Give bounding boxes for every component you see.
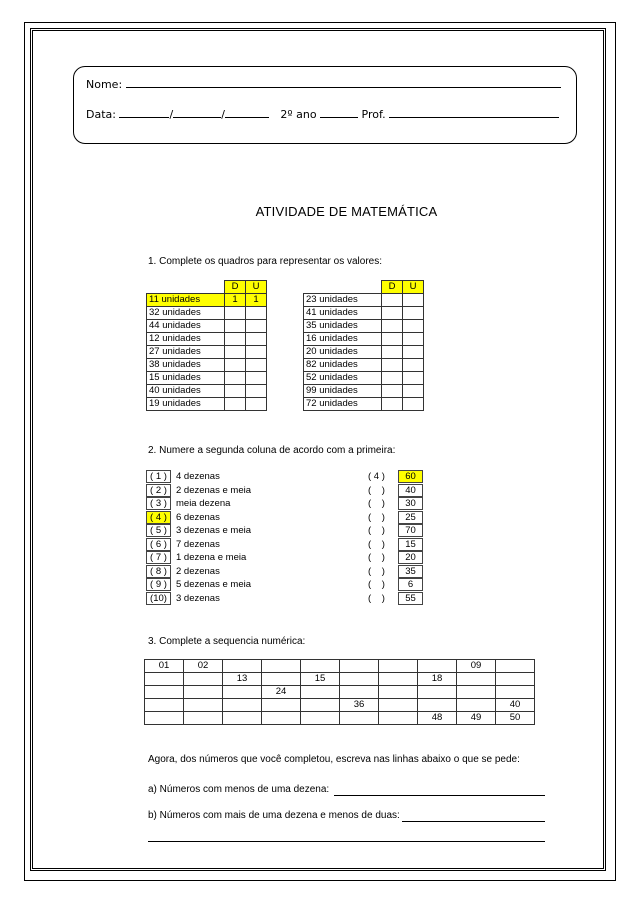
q3-cell: 48 bbox=[418, 712, 457, 725]
q2-left-number: ( 9 ) bbox=[146, 578, 171, 591]
q1-right-row bbox=[304, 385, 424, 398]
q2-right-paren[interactable]: ( ) bbox=[368, 498, 385, 509]
q2-right-paren[interactable]: ( ) bbox=[368, 484, 385, 496]
q1-left-row bbox=[147, 320, 267, 333]
q1-right-cell-u[interactable] bbox=[403, 372, 424, 385]
q3-cell: 24 bbox=[262, 686, 301, 699]
q1-right-cell-u[interactable] bbox=[403, 320, 424, 333]
q2-right-value: 30 bbox=[398, 497, 423, 510]
q3-row bbox=[145, 686, 535, 699]
q3-cell[interactable] bbox=[301, 712, 340, 725]
q1-left-cell-d[interactable] bbox=[225, 307, 246, 320]
q3-cell[interactable] bbox=[418, 686, 457, 699]
q2-left-item bbox=[146, 511, 220, 524]
q2-left-number: ( 8 ) bbox=[146, 565, 171, 578]
q3-cell[interactable] bbox=[457, 686, 496, 699]
q3-cell: 15 bbox=[301, 673, 340, 686]
q1-left-label: 38 unidades bbox=[147, 359, 225, 372]
page-title-wrap bbox=[0, 204, 638, 219]
q3-cell: 36 bbox=[340, 699, 379, 712]
q1-right-label: 35 unidades bbox=[304, 320, 382, 333]
q2-right-value: 35 bbox=[398, 565, 423, 578]
q1-left-label: 11 unidades bbox=[147, 294, 225, 307]
q2-left-text: 1 dezena e meia bbox=[176, 552, 247, 563]
q1-right-row bbox=[304, 333, 424, 346]
q1-left-cell-u[interactable] bbox=[246, 372, 267, 385]
grade-label: 2º ano bbox=[280, 108, 317, 121]
q3-cell[interactable] bbox=[340, 712, 379, 725]
q1-left-row bbox=[147, 372, 267, 385]
q1-right-cell-u[interactable] bbox=[403, 359, 424, 372]
q3-cell[interactable] bbox=[262, 712, 301, 725]
q3-cell[interactable] bbox=[418, 699, 457, 712]
q1-right-row bbox=[304, 359, 424, 372]
q3-cell[interactable] bbox=[496, 673, 535, 686]
q3-cell[interactable] bbox=[145, 673, 184, 686]
q4-answer-b-line[interactable] bbox=[402, 821, 545, 822]
q3-row bbox=[145, 699, 535, 712]
q1-right-cell-d[interactable] bbox=[382, 398, 403, 411]
q1-right-cell-u[interactable] bbox=[403, 346, 424, 359]
q1-right-row bbox=[304, 398, 424, 411]
q3-cell: 01 bbox=[145, 660, 184, 673]
date-year-field[interactable] bbox=[225, 107, 269, 118]
q1-prompt: 1. Complete os quadros para representar os valores: bbox=[148, 256, 383, 267]
q2-left-number: ( 4 ) bbox=[146, 511, 171, 524]
q1-right-header-d: D bbox=[382, 281, 403, 294]
q2-left-text: 3 dezenas bbox=[176, 592, 220, 604]
q4-answer-a-line[interactable] bbox=[334, 795, 545, 796]
q1-left-label: 15 unidades bbox=[147, 372, 225, 385]
q1-table-right bbox=[303, 280, 424, 411]
q2-right-value: 60 bbox=[398, 470, 423, 483]
q1-left-cell-u[interactable] bbox=[246, 333, 267, 346]
grade-field[interactable] bbox=[320, 107, 358, 118]
prof-label: Prof. bbox=[361, 108, 386, 121]
name-line bbox=[86, 77, 561, 91]
q3-cell[interactable] bbox=[262, 660, 301, 673]
q4-item-b: b) Números com mais de uma dezena e menos de duas: bbox=[148, 810, 400, 821]
q1-right-label: 16 unidades bbox=[304, 333, 382, 346]
q2-right-value: 55 bbox=[398, 592, 423, 605]
date-line bbox=[86, 107, 559, 121]
q1-right-row bbox=[304, 346, 424, 359]
q2-left-item bbox=[146, 551, 246, 564]
q3-cell[interactable] bbox=[145, 712, 184, 725]
q1-table-left bbox=[146, 280, 267, 411]
q2-right-value: 25 bbox=[398, 511, 423, 524]
q3-cell[interactable] bbox=[340, 673, 379, 686]
q1-right-label: 20 unidades bbox=[304, 346, 382, 359]
q1-left-cell-d[interactable]: 1 bbox=[225, 294, 246, 307]
q1-right-cell-d[interactable] bbox=[382, 346, 403, 359]
q3-cell[interactable] bbox=[223, 660, 262, 673]
q3-cell: 09 bbox=[457, 660, 496, 673]
q3-cell: 02 bbox=[184, 660, 223, 673]
q3-cell[interactable] bbox=[457, 699, 496, 712]
q2-left-text: 7 dezenas bbox=[176, 538, 220, 550]
q1-right-row bbox=[304, 372, 424, 385]
q2-left-number: ( 3 ) bbox=[146, 497, 171, 510]
q2-right-paren[interactable]: ( ) bbox=[368, 579, 385, 590]
q3-cell: 50 bbox=[496, 712, 535, 725]
q1-right-row bbox=[304, 294, 424, 307]
q1-right-label: 41 unidades bbox=[304, 307, 382, 320]
q1-left-cell-d[interactable] bbox=[225, 333, 246, 346]
date-month-field[interactable] bbox=[173, 107, 221, 118]
q2-right-paren[interactable]: ( ) bbox=[368, 552, 385, 563]
q1-left-label: 40 unidades bbox=[147, 385, 225, 398]
q3-row bbox=[145, 660, 535, 673]
q3-cell[interactable] bbox=[184, 673, 223, 686]
q3-cell: 40 bbox=[496, 699, 535, 712]
q2-left-item bbox=[146, 470, 220, 483]
q1-right-header-blank bbox=[304, 281, 382, 294]
q3-cell[interactable] bbox=[496, 686, 535, 699]
q3-cell[interactable] bbox=[223, 699, 262, 712]
q1-left-header-u: U bbox=[246, 281, 267, 294]
q1-left-header-d: D bbox=[225, 281, 246, 294]
q3-cell[interactable] bbox=[379, 686, 418, 699]
q1-left-cell-d[interactable] bbox=[225, 385, 246, 398]
q2-right-paren[interactable]: ( ) bbox=[368, 525, 385, 536]
q3-cell[interactable] bbox=[301, 699, 340, 712]
q1-right-cell-d[interactable] bbox=[382, 307, 403, 320]
q2-left-item bbox=[146, 592, 220, 605]
q1-left-cell-d[interactable] bbox=[225, 372, 246, 385]
q1-left-cell-u[interactable] bbox=[246, 346, 267, 359]
q2-left-text: meia dezena bbox=[176, 498, 231, 509]
q3-cell[interactable] bbox=[145, 686, 184, 699]
q2-right-value: 20 bbox=[398, 551, 423, 564]
q1-left-row bbox=[147, 398, 267, 411]
q3-cell[interactable] bbox=[184, 686, 223, 699]
q1-right-cell-d[interactable] bbox=[382, 333, 403, 346]
q1-left-header-blank bbox=[147, 281, 225, 294]
q3-cell[interactable] bbox=[340, 686, 379, 699]
q1-right-label: 72 unidades bbox=[304, 398, 382, 411]
q2-left-text: 5 dezenas e meia bbox=[176, 579, 251, 590]
q1-left-label: 32 unidades bbox=[147, 307, 225, 320]
q2-left-number: ( 1 ) bbox=[146, 470, 171, 483]
q2-prompt: 2. Numere a segunda coluna de acordo com a primeira: bbox=[148, 445, 396, 456]
q2-left-number: ( 5 ) bbox=[146, 524, 171, 537]
q2-right-value: 70 bbox=[398, 524, 423, 537]
q2-right-paren[interactable]: ( 4 ) bbox=[368, 471, 385, 482]
q1-left-cell-d[interactable] bbox=[225, 359, 246, 372]
q3-cell[interactable] bbox=[223, 712, 262, 725]
q1-left-label: 44 unidades bbox=[147, 320, 225, 333]
q3-cell[interactable] bbox=[379, 673, 418, 686]
q2-left-item bbox=[146, 578, 251, 591]
q1-right-header-u: U bbox=[403, 281, 424, 294]
q1-right-cell-d[interactable] bbox=[382, 294, 403, 307]
q1-left-cell-u[interactable] bbox=[246, 307, 267, 320]
q1-left-cell-d[interactable] bbox=[225, 398, 246, 411]
q3-cell[interactable] bbox=[379, 699, 418, 712]
q1-right-cell-u[interactable] bbox=[403, 333, 424, 346]
header-box bbox=[73, 66, 577, 144]
q1-right-label: 23 unidades bbox=[304, 294, 382, 307]
q2-left-text: 6 dezenas bbox=[176, 511, 220, 523]
q3-cell[interactable] bbox=[418, 660, 457, 673]
q1-left-label: 12 unidades bbox=[147, 333, 225, 346]
q1-right-label: 52 unidades bbox=[304, 372, 382, 385]
q3-cell[interactable] bbox=[496, 660, 535, 673]
date-label: Data: bbox=[86, 108, 116, 121]
q1-left-row bbox=[147, 294, 267, 307]
q3-cell: 49 bbox=[457, 712, 496, 725]
q1-left-row bbox=[147, 359, 267, 372]
q1-right-cell-d[interactable] bbox=[382, 385, 403, 398]
q4-answer-b-line-2[interactable] bbox=[148, 841, 545, 842]
q1-left-label: 27 unidades bbox=[147, 346, 225, 359]
q3-cell[interactable] bbox=[223, 686, 262, 699]
prof-field[interactable] bbox=[389, 107, 559, 118]
q2-left-item bbox=[146, 538, 220, 551]
q1-right-cell-u[interactable] bbox=[403, 294, 424, 307]
q3-cell[interactable] bbox=[379, 712, 418, 725]
q3-cell[interactable] bbox=[184, 699, 223, 712]
q1-right-cell-d[interactable] bbox=[382, 359, 403, 372]
q2-left-number: (10) bbox=[146, 592, 171, 605]
name-label: Nome: bbox=[86, 78, 123, 91]
q3-cell[interactable] bbox=[262, 699, 301, 712]
q1-right-cell-u[interactable] bbox=[403, 307, 424, 320]
q2-left-item bbox=[146, 565, 220, 578]
q4-item-a: a) Números com menos de uma dezena: bbox=[148, 784, 330, 795]
q1-right-cell-u[interactable] bbox=[403, 385, 424, 398]
q1-left-row bbox=[147, 385, 267, 398]
q3-row bbox=[145, 673, 535, 686]
date-sep-1: / bbox=[169, 108, 174, 121]
date-sep-2: / bbox=[221, 108, 225, 121]
q1-left-cell-u[interactable] bbox=[246, 320, 267, 333]
page-title: ATIVIDADE DE MATEMÁTICA bbox=[255, 204, 438, 219]
q1-right-cell-u[interactable] bbox=[403, 398, 424, 411]
q1-left-row bbox=[147, 346, 267, 359]
q1-left-cell-u[interactable] bbox=[246, 385, 267, 398]
q3-row bbox=[145, 712, 535, 725]
q1-right-label: 99 unidades bbox=[304, 385, 382, 398]
q3-cell: 18 bbox=[418, 673, 457, 686]
q2-left-number: ( 7 ) bbox=[146, 551, 171, 564]
name-field[interactable] bbox=[126, 77, 561, 88]
q1-left-row bbox=[147, 333, 267, 346]
q2-right-paren[interactable]: ( ) bbox=[368, 538, 385, 550]
q3-cell: 13 bbox=[223, 673, 262, 686]
q2-right-value: 40 bbox=[398, 484, 423, 497]
q2-left-text: 4 dezenas bbox=[176, 471, 220, 482]
q2-right-value: 6 bbox=[398, 578, 423, 591]
q1-left-row bbox=[147, 307, 267, 320]
q3-sequence-table bbox=[144, 659, 535, 725]
q2-left-number: ( 6 ) bbox=[146, 538, 171, 551]
q4-intro: Agora, dos números que você completou, escreva nas linhas abaixo o que se pede: bbox=[148, 754, 520, 765]
q3-cell[interactable] bbox=[457, 673, 496, 686]
q1-left-label: 19 unidades bbox=[147, 398, 225, 411]
q3-cell[interactable] bbox=[340, 660, 379, 673]
q1-left-cell-u[interactable] bbox=[246, 359, 267, 372]
q2-left-item bbox=[146, 524, 251, 537]
q3-cell[interactable] bbox=[262, 673, 301, 686]
q2-left-item bbox=[146, 497, 230, 510]
q3-cell[interactable] bbox=[145, 699, 184, 712]
date-day-field[interactable] bbox=[119, 107, 169, 118]
q3-cell[interactable] bbox=[184, 712, 223, 725]
q3-prompt: 3. Complete a sequencia numérica: bbox=[148, 636, 306, 647]
q2-left-text: 2 dezenas bbox=[176, 565, 220, 577]
q1-left-cell-d[interactable] bbox=[225, 320, 246, 333]
q1-left-cell-d[interactable] bbox=[225, 346, 246, 359]
q2-left-number: ( 2 ) bbox=[146, 484, 171, 497]
q2-left-text: 3 dezenas e meia bbox=[176, 525, 251, 536]
q1-right-cell-d[interactable] bbox=[382, 372, 403, 385]
q2-left-item bbox=[146, 484, 251, 497]
q2-right-value: 15 bbox=[398, 538, 423, 551]
q2-right-paren[interactable]: ( ) bbox=[368, 592, 385, 604]
q1-right-row bbox=[304, 320, 424, 333]
q2-left-text: 2 dezenas e meia bbox=[176, 484, 251, 496]
q1-right-label: 82 unidades bbox=[304, 359, 382, 372]
q3-cell[interactable] bbox=[301, 686, 340, 699]
q2-right-paren[interactable]: ( ) bbox=[368, 511, 385, 523]
q1-right-row bbox=[304, 307, 424, 320]
q1-left-cell-u[interactable]: 1 bbox=[246, 294, 267, 307]
q1-right-cell-d[interactable] bbox=[382, 320, 403, 333]
q3-cell[interactable] bbox=[301, 660, 340, 673]
q2-right-paren[interactable]: ( ) bbox=[368, 565, 385, 577]
q1-left-cell-u[interactable] bbox=[246, 398, 267, 411]
q3-cell[interactable] bbox=[379, 660, 418, 673]
